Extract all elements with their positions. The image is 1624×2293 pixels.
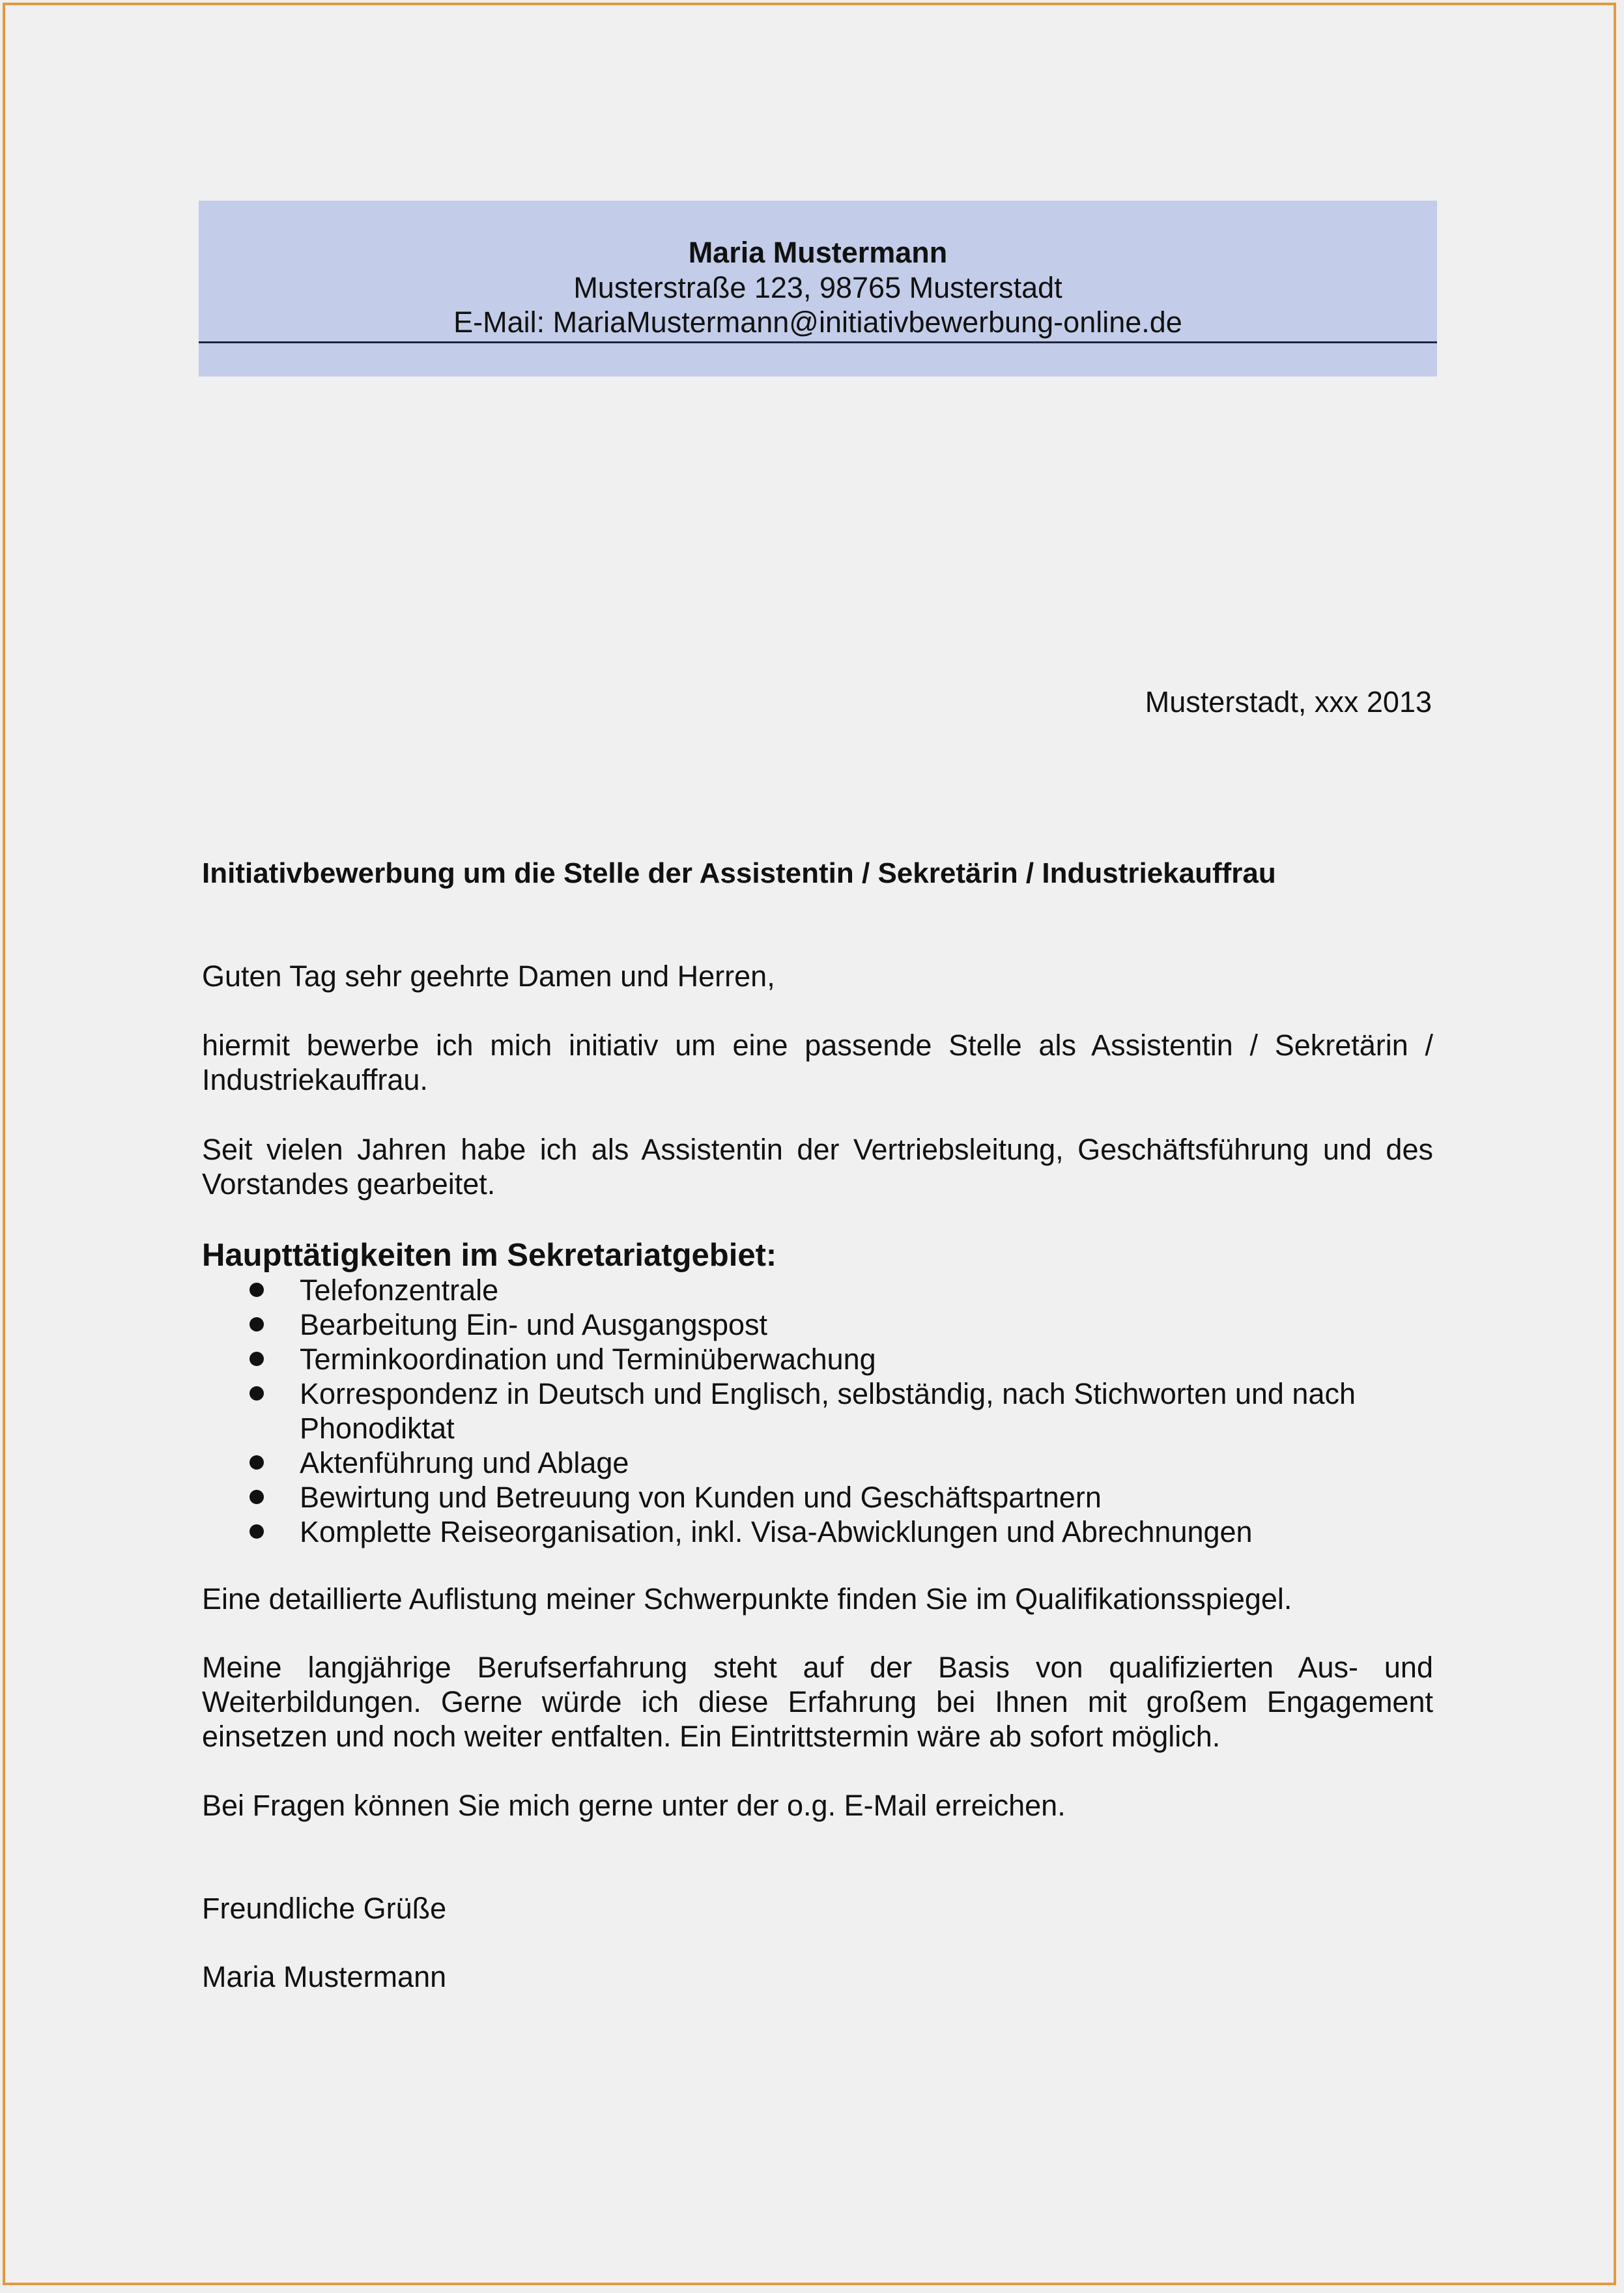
intro-paragraph: hiermit bewerbe ich mich initiativ um eine passende Stelle als Assistentin / Sekretärin / Industriekauffrau. [202,1029,1433,1096]
bullet-icon [249,1283,264,1297]
bullet-icon [249,1386,264,1401]
contact-paragraph: Bei Fragen können Sie mich gerne unter der o.g. E-Mail erreichen. [202,1789,1066,1822]
list-item [202,1446,1433,1480]
list-item [202,1376,1433,1446]
letter-header [199,201,1437,377]
bullet-icon [249,1352,264,1366]
subject-line: Initiativbewerbung um die Stelle der Assistentin / Sekretärin / Industriekauffrau [202,857,1276,889]
task-text: Telefonzentrale [300,1274,499,1307]
task-text: Bewirtung und Betreuung von Kunden und Geschäftspartnern [300,1481,1102,1514]
bullet-icon [249,1524,264,1539]
list-item [202,1307,1433,1342]
sender-address: Musterstraße 123, 98765 Musterstadt [573,271,1062,304]
closing-line: Freundliche Grüße [202,1892,447,1925]
tasks-list [202,1273,1433,1549]
task-text: Korrespondenz in Deutsch und Englisch, selbständig, nach Stichworten und nach Phonodiktat [300,1377,1356,1445]
list-item [202,1515,1433,1549]
bullet-icon [249,1317,264,1332]
greeting: Guten Tag sehr geehrte Damen und Herren, [202,960,775,993]
qualification-paragraph: Eine detaillierte Auflistung meiner Schwerpunkte finden Sie im Qualifikationsspiegel. [202,1582,1292,1616]
task-text: Terminkoordination und Terminüberwachung [300,1343,876,1376]
bullet-icon [249,1455,264,1470]
document-page [3,3,1616,2285]
sender-name: Maria Mustermann [688,236,948,269]
list-item [202,1273,1433,1307]
header-divider [199,341,1437,343]
list-item [202,1480,1433,1515]
task-text: Bearbeitung Ein- und Ausgangspost [300,1308,768,1341]
bullet-icon [249,1490,264,1504]
list-item [202,1342,1433,1376]
date-line: Musterstadt, xxx 2013 [1145,685,1432,719]
task-text: Aktenführung und Ablage [300,1446,629,1479]
task-text: Komplette Reiseorganisation, inkl. Visa-Abwicklungen und Abrechnungen [300,1515,1253,1548]
tasks-heading: Haupttätigkeiten im Sekretariatgebiet: [202,1238,777,1273]
experience-paragraph: Seit vielen Jahren habe ich als Assistentin der Vertriebsleitung, Geschäftsführung und des Vorstandes gearbeitet. [202,1133,1433,1201]
sender-email: E-Mail: MariaMustermann@initiativbewerbung-online.de [453,306,1182,339]
signature-name: Maria Mustermann [202,1960,447,1993]
engagement-paragraph: Meine langjährige Berufserfahrung steht auf der Basis von qualifizierten Aus- und Weiterbildungen. Gerne würde ich diese Erfahrung bei Ihnen mit großem Engagement einsetzen und noch weiter entfalten. Ein Eintrittstermin wäre ab sofort möglich. [202,1651,1433,1753]
